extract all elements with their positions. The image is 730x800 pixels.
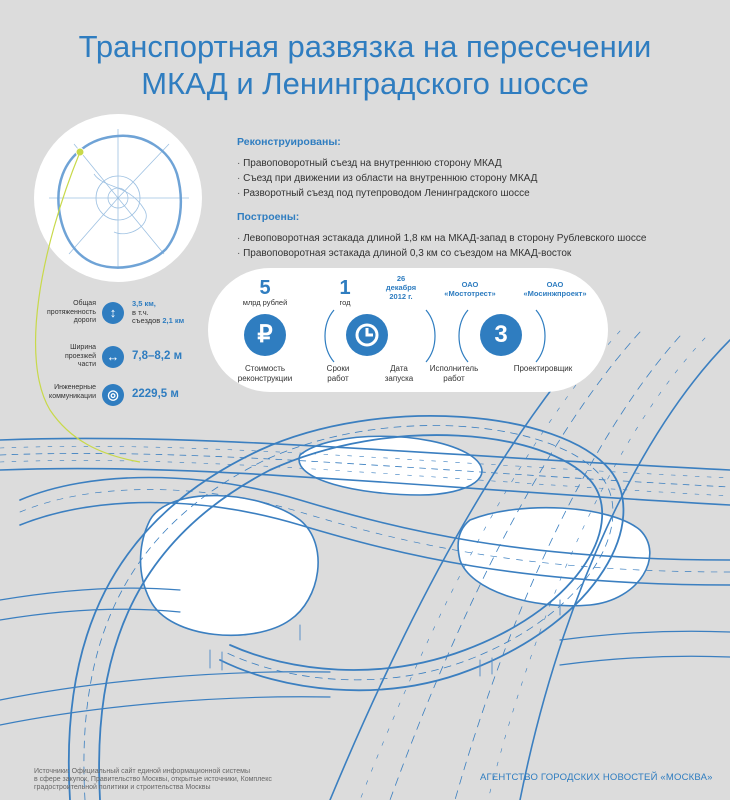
- info-lists: [237, 136, 707, 261]
- fact-road-width: [38, 344, 228, 380]
- built-item: · Левоповоротная эстакада длиной 1,8 км на МКАД-запад в сторону Рублевского шоссе: [237, 231, 707, 246]
- clock-brackets: [320, 306, 440, 366]
- fact-label: Общая протяженность дороги: [47, 300, 96, 324]
- reconstructed-item: · Съезд при движении из области на внутреннюю сторону МКАД: [237, 171, 707, 186]
- fact-utilities: [38, 384, 228, 420]
- pipe-icon: ◎: [102, 384, 124, 406]
- built-item: · Правоповоротная эстакада длиной 0,3 км со съездом на МКАД-восток: [237, 246, 707, 261]
- agency-credit: АГЕНТСТВО ГОРОДСКИХ НОВОСТЕЙ «МОСКВА»: [480, 772, 713, 783]
- executor-caption: Исполнитель работ: [429, 364, 479, 383]
- works-number: 1: [339, 277, 351, 299]
- designer-caption: Проектировщик: [513, 364, 573, 373]
- fact-value: 2229,5 м: [132, 388, 179, 400]
- title-line-1: Транспортная развязка на пересечении: [78, 29, 652, 64]
- cost-number: 5: [259, 277, 271, 299]
- fact-label: Инженерные коммуникации: [49, 384, 96, 400]
- works-unit: год: [339, 298, 351, 307]
- reconstructed-heading: Реконструированы:: [237, 136, 341, 148]
- cost-caption: Стоимость реконструкции: [237, 364, 293, 383]
- ruble-icon: ₽: [244, 314, 286, 356]
- built-heading: Построены:: [237, 211, 300, 223]
- fact-value: 3,5 км, в т.ч. съездов 2,1 км: [132, 299, 185, 325]
- works-caption: Сроки работ: [326, 364, 350, 383]
- stats-panel: [208, 268, 608, 392]
- arrow-vertical-icon: ↕: [102, 302, 124, 324]
- fact-road-length: [38, 300, 228, 336]
- executor-org: ОАО «Мостотрест»: [444, 280, 496, 298]
- reconstructed-item: · Правоповоротный съезд на внутреннюю сторону МКАД: [237, 156, 707, 171]
- logo-brackets: [454, 306, 550, 366]
- designer-org: ОАО «Мосинжпроект»: [523, 280, 587, 298]
- company-logo-icon: 3: [480, 314, 522, 356]
- launch-caption: Дата запуска: [384, 364, 414, 383]
- launch-date: 26 декабря 2012 г.: [385, 274, 417, 301]
- title-line-2: МКАД и Ленинградского шоссе: [141, 66, 589, 101]
- fact-value: 7,8–8,2 м: [132, 350, 183, 362]
- cost-unit: млрд рублей: [242, 298, 288, 307]
- cost-block: [230, 278, 300, 307]
- fact-label: Ширина проезжей части: [64, 344, 96, 368]
- works-block: [330, 278, 360, 307]
- reconstructed-item: · Разворотный съезд под путепроводом Ленинградского шоссе: [237, 186, 707, 201]
- sources: Источники: Официальный сайт единой информационной системы в сфере закупок, Правительство Москвы, открытые источники, Комплекс градостроительной политики и строительства Москвы: [34, 768, 272, 791]
- arrow-horizontal-icon: ↔: [102, 346, 124, 368]
